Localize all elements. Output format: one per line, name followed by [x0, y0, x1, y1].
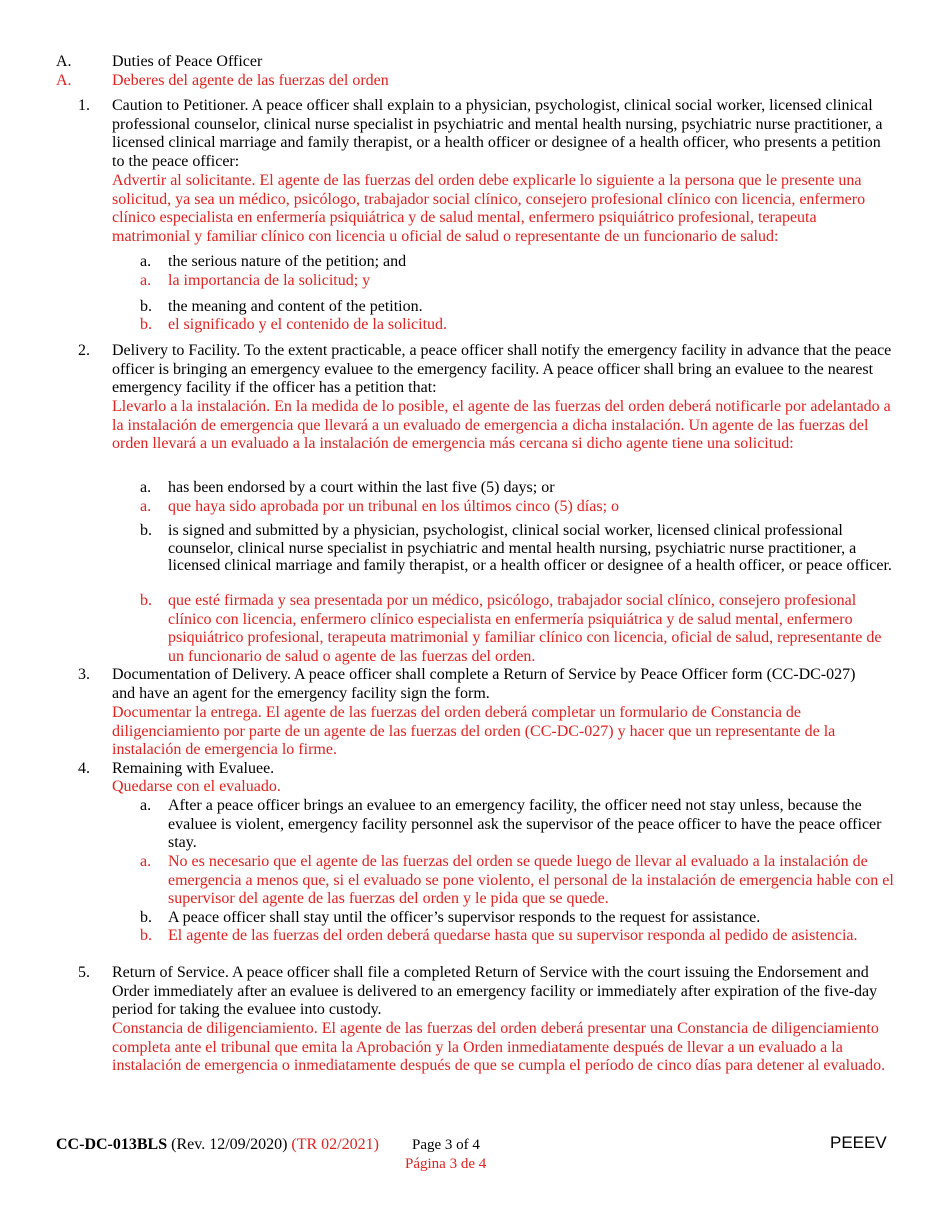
form-revision: (Rev. 12/09/2020) [171, 1136, 288, 1153]
item-text-en: Caution to Petitioner. A peace officer shall explain to a physician, psychologist, clinical social worker, licensed clinical professional counselor, clinical nurse specialist in psychiatric and mental health nursing, psychiatric nurse practitioner, a licensed clinical marriage and family therapist, or a health officer or designee of a health officer, who presents a petition to the peace officer: [112, 97, 883, 170]
item-number: 4. [78, 760, 90, 777]
item-number: 5. [78, 964, 90, 981]
page-number-en: Page 3 of 4 [412, 1137, 480, 1153]
sub-letter-es: a. [140, 853, 152, 870]
item-text-en: Return of Service. A peace officer shall file a completed Return of Service with the court issuing the Endorsement and Order immediately after an evaluee is delivered to an emergency facility or immediately after expiration of the five-day period for taking the evaluee into custody. [112, 964, 878, 1018]
sub-letter-es: b. [140, 316, 152, 333]
sub-text-es: El agente de las fuerzas del orden deberá quedarse hasta que su supervisor responda al pedido de asistencia. [168, 927, 858, 944]
item-text-es: Advertir al solicitante. El agente de las fuerzas del orden debe explicarle lo siguiente a la persona que le presente una solicitud, ya sea un médico, psicólogo, trabajador social clínico, consejero profesional clínico con licencia, enfermero clínico especialista en enfermería psiquiátrica y de salud mental, enfermero psiquiátrico profesional, terapeuta matrimonial y familiar clínico con licencia u oficial de salud o representante de un funcionario de salud: [112, 172, 866, 245]
sub-letter-en: a. [140, 797, 152, 814]
sub-text-en: the meaning and content of the petition. [168, 298, 423, 315]
section-title-en: Duties of Peace Officer [112, 53, 263, 70]
item-number: 2. [78, 342, 90, 359]
language-code: PEEEV [830, 1133, 887, 1152]
sub-text-es: No es necesario que el agente de las fuerzas del orden se quede luego de llevar al evaluado a la instalación de emergencia a menos que, si el evaluado se pone violento, el personal de la instalación de emergencia hable con el supervisor del agente de las fuerzas del orden y le pida que se quede. [168, 853, 894, 907]
section-letter-en: A. [56, 53, 72, 70]
item-number: 3. [78, 666, 90, 683]
sub-text-en: A peace officer shall stay until the officer’s supervisor responds to the request for assistance. [168, 909, 761, 926]
sub-letter-es: a. [140, 498, 152, 515]
sub-text-en: the serious nature of the petition; and [168, 253, 407, 270]
sub-letter-en: a. [140, 253, 152, 270]
item-text-es: Constancia de diligenciamiento. El agente de las fuerzas del orden deberá presentar una Constancia de diligenciamiento completa ante el tribunal que emita la Aprobación y la Orden inmediatamente después de llevar a un evaluado a la instalación de emergencia o inmediatamente después de que se cumpla el período de cinco días para detener al evaluado. [112, 1020, 886, 1074]
translation-revision: (TR 02/2021) [291, 1136, 379, 1153]
form-code: CC-DC-013BLS [56, 1136, 168, 1153]
item-text-es: Quedarse con el evaluado. [112, 778, 281, 795]
sub-letter-es: b. [140, 927, 152, 944]
sub-letter-en: b. [140, 522, 152, 539]
item-text-en: Delivery to Facility. To the extent practicable, a peace officer shall notify the emergency facility in advance that the peace officer is bringing an emergency evaluee to the emergency facility. A peace officer shall bring an evaluee to the nearest emergency facility if the officer has a petition that: [112, 342, 892, 396]
sub-letter-es: a. [140, 272, 152, 289]
sub-text-en: is signed and submitted by a physician, psychologist, clinical social worker, licensed clinical professional counselor, clinical nurse specialist in psychiatric and mental health nursing, psychiatric nurse practitioner, a licensed clinical marriage and family therapist, or a health officer or designee of a health officer, or peace officer. [168, 522, 892, 574]
sub-letter-es: b. [140, 592, 152, 609]
page-number-es: Página 3 de 4 [405, 1156, 487, 1172]
item-text-es: Documentar la entrega. El agente de las fuerzas del orden deberá completar un formulario de Constancia de diligenciamiento por parte de un agente de las fuerzas del orden (CC-DC-027) y hacer que un representante de la instalación de emergencia lo firme. [112, 704, 836, 758]
item-text-es: Llevarlo a la instalación. En la medida de lo posible, el agente de las fuerzas del orden deberá notificarle por adelantado a la instalación de emergencia que llevará a un evaluado de emergencia a dicha instalación. Un agente de las fuerzas del orden llevará a un evaluado a la instalación de emergencia más cercana si dicho agente tiene una solicitud: [112, 398, 891, 452]
item-text-en: Remaining with Evaluee. [112, 760, 275, 777]
sub-letter-en: b. [140, 298, 152, 315]
sub-text-en: has been endorsed by a court within the last five (5) days; or [168, 479, 555, 496]
sub-letter-en: b. [140, 909, 152, 926]
section-letter-es: A. [56, 72, 72, 89]
sub-text-es: la importancia de la solicitud; y [168, 272, 371, 289]
sub-text-es: que haya sido aprobada por un tribunal en los últimos cinco (5) días; o [168, 498, 620, 515]
sub-letter-en: a. [140, 479, 152, 496]
sub-text-en: After a peace officer brings an evaluee to an emergency facility, the officer need not stay unless, because the evaluee is violent, emergency facility personnel ask the supervisor of the peace officer to have the peace officer stay. [168, 797, 882, 851]
sub-text-es: que esté firmada y sea presentada por un médico, psicólogo, trabajador social clínico, consejero profesional clínico con licencia, enfermero clínico especialista en enfermería psiquiátrica y de salud mental, enfermero psiquiátrico profesional, terapeuta matrimonial y familiar clínico con licencia, oficial de salud, representante de un funcionario de salud o agente de las fuerzas del orden. [168, 592, 882, 665]
sub-text-es: el significado y el contenido de la solicitud. [168, 316, 448, 333]
footer-form-id [56, 1136, 379, 1155]
item-text-en: Documentation of Delivery. A peace officer shall complete a Return of Service by Peace Officer form (CC-DC-027) and have an agent for the emergency facility sign the form. [112, 666, 856, 702]
section-title-es: Deberes del agente de las fuerzas del orden [112, 72, 389, 89]
item-number: 1. [78, 97, 90, 114]
